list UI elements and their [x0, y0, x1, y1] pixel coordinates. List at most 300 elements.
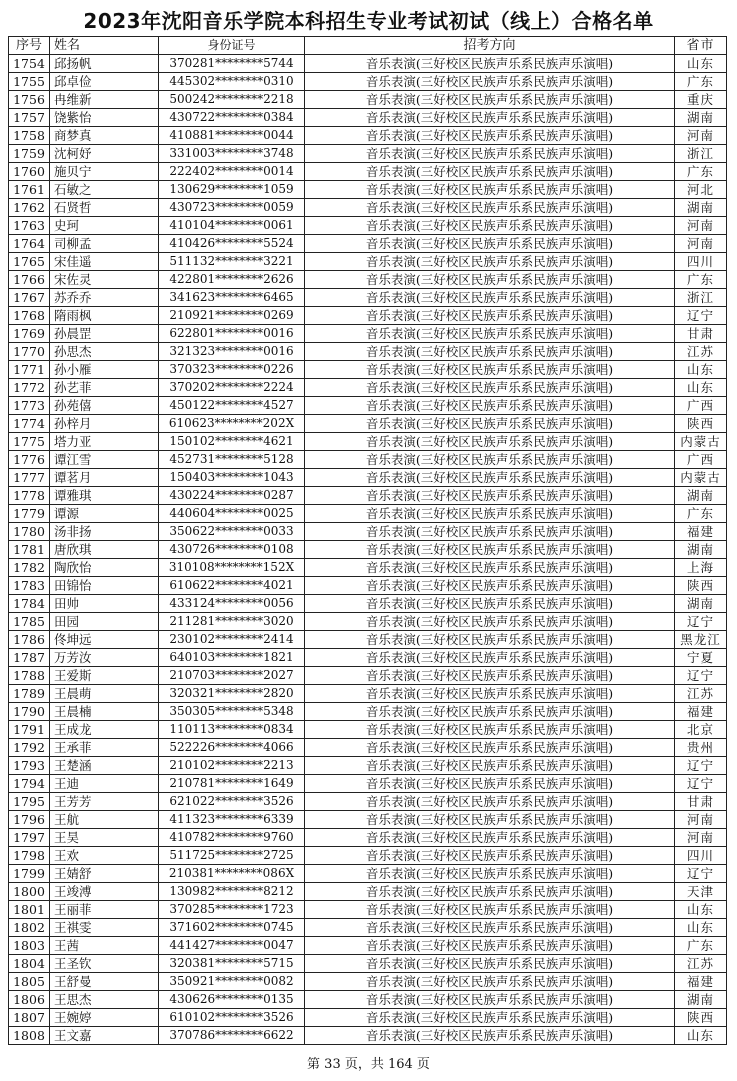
cell-province: 内蒙古 [675, 433, 727, 451]
cell-id-number: 622801********0016 [159, 325, 305, 343]
cell-province: 湖南 [675, 487, 727, 505]
table-row [9, 613, 727, 631]
cell-id-number: 522226********4066 [159, 739, 305, 757]
cell-major: 音乐表演(三好校区民族声乐系民族声乐演唱) [305, 469, 675, 487]
cell-id-number: 370786********6622 [159, 1027, 305, 1045]
cell-major: 音乐表演(三好校区民族声乐系民族声乐演唱) [305, 613, 675, 631]
cell-major: 音乐表演(三好校区民族声乐系民族声乐演唱) [305, 145, 675, 163]
cell-id-number: 130629********1059 [159, 181, 305, 199]
cell-number: 1800 [9, 883, 50, 901]
cell-major: 音乐表演(三好校区民族声乐系民族声乐演唱) [305, 415, 675, 433]
cell-province: 湖南 [675, 595, 727, 613]
cell-major: 音乐表演(三好校区民族声乐系民族声乐演唱) [305, 775, 675, 793]
cell-name: 邱卓俭 [50, 73, 159, 91]
cell-name: 田园 [50, 613, 159, 631]
cell-number: 1761 [9, 181, 50, 199]
header-name: 姓名 [50, 37, 159, 55]
cell-number: 1791 [9, 721, 50, 739]
cell-number: 1756 [9, 91, 50, 109]
cell-province: 辽宁 [675, 757, 727, 775]
cell-major: 音乐表演(三好校区民族声乐系民族声乐演唱) [305, 217, 675, 235]
cell-province: 湖南 [675, 109, 727, 127]
cell-major: 音乐表演(三好校区民族声乐系民族声乐演唱) [305, 253, 675, 271]
cell-id-number: 350622********0033 [159, 523, 305, 541]
cell-major: 音乐表演(三好校区民族声乐系民族声乐演唱) [305, 973, 675, 991]
cell-id-number: 430726********0108 [159, 541, 305, 559]
cell-name: 王芳芳 [50, 793, 159, 811]
cell-major: 音乐表演(三好校区民族声乐系民族声乐演唱) [305, 703, 675, 721]
cell-name: 塔力亚 [50, 433, 159, 451]
cell-name: 谭源 [50, 505, 159, 523]
cell-province: 陕西 [675, 1009, 727, 1027]
cell-major: 音乐表演(三好校区民族声乐系民族声乐演唱) [305, 649, 675, 667]
cell-number: 1801 [9, 901, 50, 919]
cell-id-number: 320321********2820 [159, 685, 305, 703]
cell-name: 孙晨罡 [50, 325, 159, 343]
cell-major: 音乐表演(三好校区民族声乐系民族声乐演唱) [305, 127, 675, 145]
table-row [9, 523, 727, 541]
table-row [9, 631, 727, 649]
table-row [9, 883, 727, 901]
cell-number: 1785 [9, 613, 50, 631]
cell-number: 1778 [9, 487, 50, 505]
cell-name: 石敏之 [50, 181, 159, 199]
table-row [9, 901, 727, 919]
cell-major: 音乐表演(三好校区民族声乐系民族声乐演唱) [305, 865, 675, 883]
cell-id-number: 350305********5348 [159, 703, 305, 721]
cell-province: 广东 [675, 505, 727, 523]
table-row [9, 811, 727, 829]
cell-name: 王祺雯 [50, 919, 159, 937]
cell-id-number: 511132********3221 [159, 253, 305, 271]
cell-id-number: 445302********0310 [159, 73, 305, 91]
cell-province: 广西 [675, 397, 727, 415]
table-header-row [9, 37, 727, 55]
cell-name: 冉维新 [50, 91, 159, 109]
table-row [9, 127, 727, 145]
cell-province: 内蒙古 [675, 469, 727, 487]
cell-number: 1759 [9, 145, 50, 163]
cell-name: 孙小雁 [50, 361, 159, 379]
cell-number: 1773 [9, 397, 50, 415]
cell-major: 音乐表演(三好校区民族声乐系民族声乐演唱) [305, 685, 675, 703]
cell-name: 王爱斯 [50, 667, 159, 685]
cell-name: 田帅 [50, 595, 159, 613]
table-row [9, 253, 727, 271]
cell-id-number: 410881********0044 [159, 127, 305, 145]
cell-name: 王航 [50, 811, 159, 829]
cell-number: 1788 [9, 667, 50, 685]
cell-major: 音乐表演(三好校区民族声乐系民族声乐演唱) [305, 955, 675, 973]
table-row [9, 991, 727, 1009]
cell-major: 音乐表演(三好校区民族声乐系民族声乐演唱) [305, 505, 675, 523]
cell-province: 重庆 [675, 91, 727, 109]
cell-id-number: 371602********0745 [159, 919, 305, 937]
cell-id-number: 370285********1723 [159, 901, 305, 919]
cell-number: 1795 [9, 793, 50, 811]
cell-province: 天津 [675, 883, 727, 901]
cell-name: 王文嘉 [50, 1027, 159, 1045]
cell-province: 四川 [675, 847, 727, 865]
cell-major: 音乐表演(三好校区民族声乐系民族声乐演唱) [305, 991, 675, 1009]
cell-number: 1798 [9, 847, 50, 865]
cell-major: 音乐表演(三好校区民族声乐系民族声乐演唱) [305, 883, 675, 901]
header-id-number: 身份证号 [159, 37, 305, 55]
cell-name: 邱扬帆 [50, 55, 159, 73]
cell-number: 1775 [9, 433, 50, 451]
cell-province: 甘肃 [675, 325, 727, 343]
cell-province: 广东 [675, 163, 727, 181]
cell-name: 施贝宁 [50, 163, 159, 181]
cell-name: 王婧舒 [50, 865, 159, 883]
table-row [9, 595, 727, 613]
table-row [9, 559, 727, 577]
cell-id-number: 410782********9760 [159, 829, 305, 847]
table-row [9, 235, 727, 253]
cell-id-number: 150403********1043 [159, 469, 305, 487]
cell-major: 音乐表演(三好校区民族声乐系民族声乐演唱) [305, 487, 675, 505]
cell-name: 宋佐灵 [50, 271, 159, 289]
cell-number: 1790 [9, 703, 50, 721]
cell-major: 音乐表演(三好校区民族声乐系民族声乐演唱) [305, 163, 675, 181]
cell-number: 1794 [9, 775, 50, 793]
cell-province: 四川 [675, 253, 727, 271]
table-row [9, 541, 727, 559]
cell-major: 音乐表演(三好校区民族声乐系民族声乐演唱) [305, 757, 675, 775]
cell-id-number: 610623********202X [159, 415, 305, 433]
cell-number: 1805 [9, 973, 50, 991]
cell-name: 王楚涵 [50, 757, 159, 775]
cell-id-number: 331003********3748 [159, 145, 305, 163]
cell-name: 王成龙 [50, 721, 159, 739]
cell-number: 1757 [9, 109, 50, 127]
cell-province: 湖南 [675, 199, 727, 217]
cell-id-number: 210381********086X [159, 865, 305, 883]
cell-id-number: 321323********0016 [159, 343, 305, 361]
table-row [9, 145, 727, 163]
table-row [9, 739, 727, 757]
cell-name: 谭雅琪 [50, 487, 159, 505]
cell-province: 浙江 [675, 289, 727, 307]
table-row [9, 667, 727, 685]
cell-major: 音乐表演(三好校区民族声乐系民族声乐演唱) [305, 91, 675, 109]
cell-name: 王茜 [50, 937, 159, 955]
table-row [9, 199, 727, 217]
cell-major: 音乐表演(三好校区民族声乐系民族声乐演唱) [305, 361, 675, 379]
cell-id-number: 410104********0061 [159, 217, 305, 235]
cell-major: 音乐表演(三好校区民族声乐系民族声乐演唱) [305, 811, 675, 829]
cell-number: 1776 [9, 451, 50, 469]
cell-name: 王昊 [50, 829, 159, 847]
cell-province: 山东 [675, 901, 727, 919]
cell-province: 上海 [675, 559, 727, 577]
cell-id-number: 211281********3020 [159, 613, 305, 631]
cell-number: 1789 [9, 685, 50, 703]
cell-name: 王婉婷 [50, 1009, 159, 1027]
cell-id-number: 230102********2414 [159, 631, 305, 649]
cell-major: 音乐表演(三好校区民族声乐系民族声乐演唱) [305, 919, 675, 937]
cell-number: 1807 [9, 1009, 50, 1027]
cell-major: 音乐表演(三好校区民族声乐系民族声乐演唱) [305, 325, 675, 343]
cell-major: 音乐表演(三好校区民族声乐系民族声乐演唱) [305, 1027, 675, 1045]
cell-number: 1792 [9, 739, 50, 757]
cell-province: 江苏 [675, 343, 727, 361]
cell-id-number: 640103********1821 [159, 649, 305, 667]
cell-major: 音乐表演(三好校区民族声乐系民族声乐演唱) [305, 397, 675, 415]
cell-major: 音乐表演(三好校区民族声乐系民族声乐演唱) [305, 181, 675, 199]
table-row [9, 973, 727, 991]
cell-id-number: 500242********2218 [159, 91, 305, 109]
table-row [9, 793, 727, 811]
cell-name: 商梦真 [50, 127, 159, 145]
cell-number: 1771 [9, 361, 50, 379]
cell-number: 1760 [9, 163, 50, 181]
cell-name: 佟坤远 [50, 631, 159, 649]
cell-province: 广东 [675, 937, 727, 955]
table-row [9, 1009, 727, 1027]
cell-name: 饶紫怡 [50, 109, 159, 127]
cell-number: 1806 [9, 991, 50, 1009]
table-row [9, 847, 727, 865]
cell-major: 音乐表演(三好校区民族声乐系民族声乐演唱) [305, 109, 675, 127]
cell-number: 1766 [9, 271, 50, 289]
cell-id-number: 452731********5128 [159, 451, 305, 469]
cell-id-number: 610622********4021 [159, 577, 305, 595]
cell-id-number: 411323********6339 [159, 811, 305, 829]
cell-name: 王竣溥 [50, 883, 159, 901]
cell-id-number: 341623********6465 [159, 289, 305, 307]
cell-province: 江苏 [675, 685, 727, 703]
cell-number: 1782 [9, 559, 50, 577]
cell-name: 石贤哲 [50, 199, 159, 217]
cell-id-number: 450122********4527 [159, 397, 305, 415]
table-body [9, 55, 727, 1045]
cell-number: 1765 [9, 253, 50, 271]
cell-id-number: 370323********0226 [159, 361, 305, 379]
cell-name: 王丽菲 [50, 901, 159, 919]
cell-id-number: 350921********0082 [159, 973, 305, 991]
cell-province: 山东 [675, 1027, 727, 1045]
cell-province: 河南 [675, 811, 727, 829]
cell-province: 黑龙江 [675, 631, 727, 649]
cell-major: 音乐表演(三好校区民族声乐系民族声乐演唱) [305, 451, 675, 469]
cell-name: 唐欣琪 [50, 541, 159, 559]
table-row [9, 937, 727, 955]
cell-id-number: 130982********8212 [159, 883, 305, 901]
cell-id-number: 430723********0059 [159, 199, 305, 217]
cell-major: 音乐表演(三好校区民族声乐系民族声乐演唱) [305, 631, 675, 649]
cell-number: 1808 [9, 1027, 50, 1045]
table-row [9, 487, 727, 505]
cell-major: 音乐表演(三好校区民族声乐系民族声乐演唱) [305, 937, 675, 955]
cell-province: 河南 [675, 235, 727, 253]
cell-id-number: 370202********2224 [159, 379, 305, 397]
cell-name: 孙思杰 [50, 343, 159, 361]
cell-number: 1780 [9, 523, 50, 541]
table-row [9, 325, 727, 343]
cell-number: 1802 [9, 919, 50, 937]
table-row [9, 73, 727, 91]
table-row [9, 757, 727, 775]
cell-province: 山东 [675, 361, 727, 379]
table-row [9, 271, 727, 289]
cell-id-number: 210921********0269 [159, 307, 305, 325]
cell-name: 王舒曼 [50, 973, 159, 991]
cell-id-number: 422801********2626 [159, 271, 305, 289]
table-row [9, 343, 727, 361]
cell-number: 1767 [9, 289, 50, 307]
cell-province: 河北 [675, 181, 727, 199]
table-row [9, 163, 727, 181]
cell-name: 谭江雪 [50, 451, 159, 469]
table-row [9, 55, 727, 73]
cell-name: 汤非扬 [50, 523, 159, 541]
cell-name: 孙艺菲 [50, 379, 159, 397]
cell-number: 1779 [9, 505, 50, 523]
header-major: 招考方向 [305, 37, 675, 55]
cell-name: 王迪 [50, 775, 159, 793]
cell-province: 福建 [675, 973, 727, 991]
cell-name: 陶欣怡 [50, 559, 159, 577]
cell-province: 山东 [675, 379, 727, 397]
cell-id-number: 150102********4621 [159, 433, 305, 451]
cell-name: 王思杰 [50, 991, 159, 1009]
cell-name: 万芳汝 [50, 649, 159, 667]
cell-number: 1787 [9, 649, 50, 667]
cell-number: 1784 [9, 595, 50, 613]
table-row [9, 829, 727, 847]
cell-name: 谭茗月 [50, 469, 159, 487]
cell-number: 1804 [9, 955, 50, 973]
cell-province: 广东 [675, 271, 727, 289]
cell-major: 音乐表演(三好校区民族声乐系民族声乐演唱) [305, 721, 675, 739]
cell-province: 甘肃 [675, 793, 727, 811]
cell-name: 苏乔乔 [50, 289, 159, 307]
cell-major: 音乐表演(三好校区民族声乐系民族声乐演唱) [305, 271, 675, 289]
cell-id-number: 433124********0056 [159, 595, 305, 613]
cell-id-number: 430722********0384 [159, 109, 305, 127]
cell-major: 音乐表演(三好校区民族声乐系民族声乐演唱) [305, 739, 675, 757]
table-row [9, 577, 727, 595]
table-row [9, 955, 727, 973]
cell-number: 1793 [9, 757, 50, 775]
cell-major: 音乐表演(三好校区民族声乐系民族声乐演唱) [305, 55, 675, 73]
cell-number: 1797 [9, 829, 50, 847]
cell-number: 1769 [9, 325, 50, 343]
cell-major: 音乐表演(三好校区民族声乐系民族声乐演唱) [305, 595, 675, 613]
cell-id-number: 210102********2213 [159, 757, 305, 775]
cell-number: 1762 [9, 199, 50, 217]
cell-id-number: 222402********0014 [159, 163, 305, 181]
cell-number: 1772 [9, 379, 50, 397]
table-row [9, 469, 727, 487]
cell-province: 北京 [675, 721, 727, 739]
cell-name: 田锦怡 [50, 577, 159, 595]
cell-name: 史珂 [50, 217, 159, 235]
cell-name: 孙苑僖 [50, 397, 159, 415]
cell-name: 王晨楠 [50, 703, 159, 721]
cell-name: 王欢 [50, 847, 159, 865]
cell-id-number: 621022********3526 [159, 793, 305, 811]
table-row [9, 361, 727, 379]
cell-number: 1755 [9, 73, 50, 91]
cell-major: 音乐表演(三好校区民族声乐系民族声乐演唱) [305, 289, 675, 307]
cell-major: 音乐表演(三好校区民族声乐系民族声乐演唱) [305, 559, 675, 577]
cell-province: 山东 [675, 919, 727, 937]
table-row [9, 1027, 727, 1045]
cell-major: 音乐表演(三好校区民族声乐系民族声乐演唱) [305, 73, 675, 91]
table-row [9, 379, 727, 397]
table-row [9, 91, 727, 109]
cell-major: 音乐表演(三好校区民族声乐系民族声乐演唱) [305, 667, 675, 685]
cell-province: 辽宁 [675, 667, 727, 685]
cell-id-number: 430626********0135 [159, 991, 305, 1009]
cell-province: 江苏 [675, 955, 727, 973]
cell-province: 陕西 [675, 415, 727, 433]
page-footer: 第 33 页，共 164 页 [307, 1057, 430, 1072]
cell-number: 1777 [9, 469, 50, 487]
cell-province: 辽宁 [675, 613, 727, 631]
document-title: 2023年沈阳音乐学院本科招生专业考试初试（线上）合格名单 [83, 9, 654, 33]
cell-id-number: 440604********0025 [159, 505, 305, 523]
cell-major: 音乐表演(三好校区民族声乐系民族声乐演唱) [305, 901, 675, 919]
cell-number: 1758 [9, 127, 50, 145]
cell-id-number: 210703********2027 [159, 667, 305, 685]
cell-major: 音乐表演(三好校区民族声乐系民族声乐演唱) [305, 577, 675, 595]
table-row [9, 865, 727, 883]
cell-id-number: 610102********3526 [159, 1009, 305, 1027]
table-row [9, 721, 727, 739]
cell-number: 1764 [9, 235, 50, 253]
cell-province: 河南 [675, 127, 727, 145]
cell-id-number: 370281********5744 [159, 55, 305, 73]
table-row [9, 397, 727, 415]
table-row [9, 649, 727, 667]
table-row [9, 703, 727, 721]
cell-major: 音乐表演(三好校区民族声乐系民族声乐演唱) [305, 199, 675, 217]
cell-number: 1768 [9, 307, 50, 325]
header-province: 省市 [675, 37, 727, 55]
cell-province: 福建 [675, 523, 727, 541]
cell-province: 山东 [675, 55, 727, 73]
cell-number: 1803 [9, 937, 50, 955]
cell-province: 广东 [675, 73, 727, 91]
header-number: 序号 [9, 37, 50, 55]
cell-major: 音乐表演(三好校区民族声乐系民族声乐演唱) [305, 829, 675, 847]
cell-province: 浙江 [675, 145, 727, 163]
cell-major: 音乐表演(三好校区民族声乐系民族声乐演唱) [305, 793, 675, 811]
cell-number: 1763 [9, 217, 50, 235]
cell-number: 1781 [9, 541, 50, 559]
cell-number: 1796 [9, 811, 50, 829]
table-row [9, 433, 727, 451]
cell-id-number: 110113********0834 [159, 721, 305, 739]
cell-major: 音乐表演(三好校区民族声乐系民族声乐演唱) [305, 541, 675, 559]
cell-name: 王圣钦 [50, 955, 159, 973]
cell-major: 音乐表演(三好校区民族声乐系民族声乐演唱) [305, 1009, 675, 1027]
cell-province: 辽宁 [675, 307, 727, 325]
cell-id-number: 410426********5524 [159, 235, 305, 253]
cell-province: 辽宁 [675, 775, 727, 793]
cell-major: 音乐表演(三好校区民族声乐系民族声乐演唱) [305, 235, 675, 253]
cell-name: 隋雨枫 [50, 307, 159, 325]
cell-id-number: 430224********0287 [159, 487, 305, 505]
cell-province: 宁夏 [675, 649, 727, 667]
cell-province: 辽宁 [675, 865, 727, 883]
cell-major: 音乐表演(三好校区民族声乐系民族声乐演唱) [305, 379, 675, 397]
cell-id-number: 310108********152X [159, 559, 305, 577]
cell-major: 音乐表演(三好校区民族声乐系民族声乐演唱) [305, 523, 675, 541]
